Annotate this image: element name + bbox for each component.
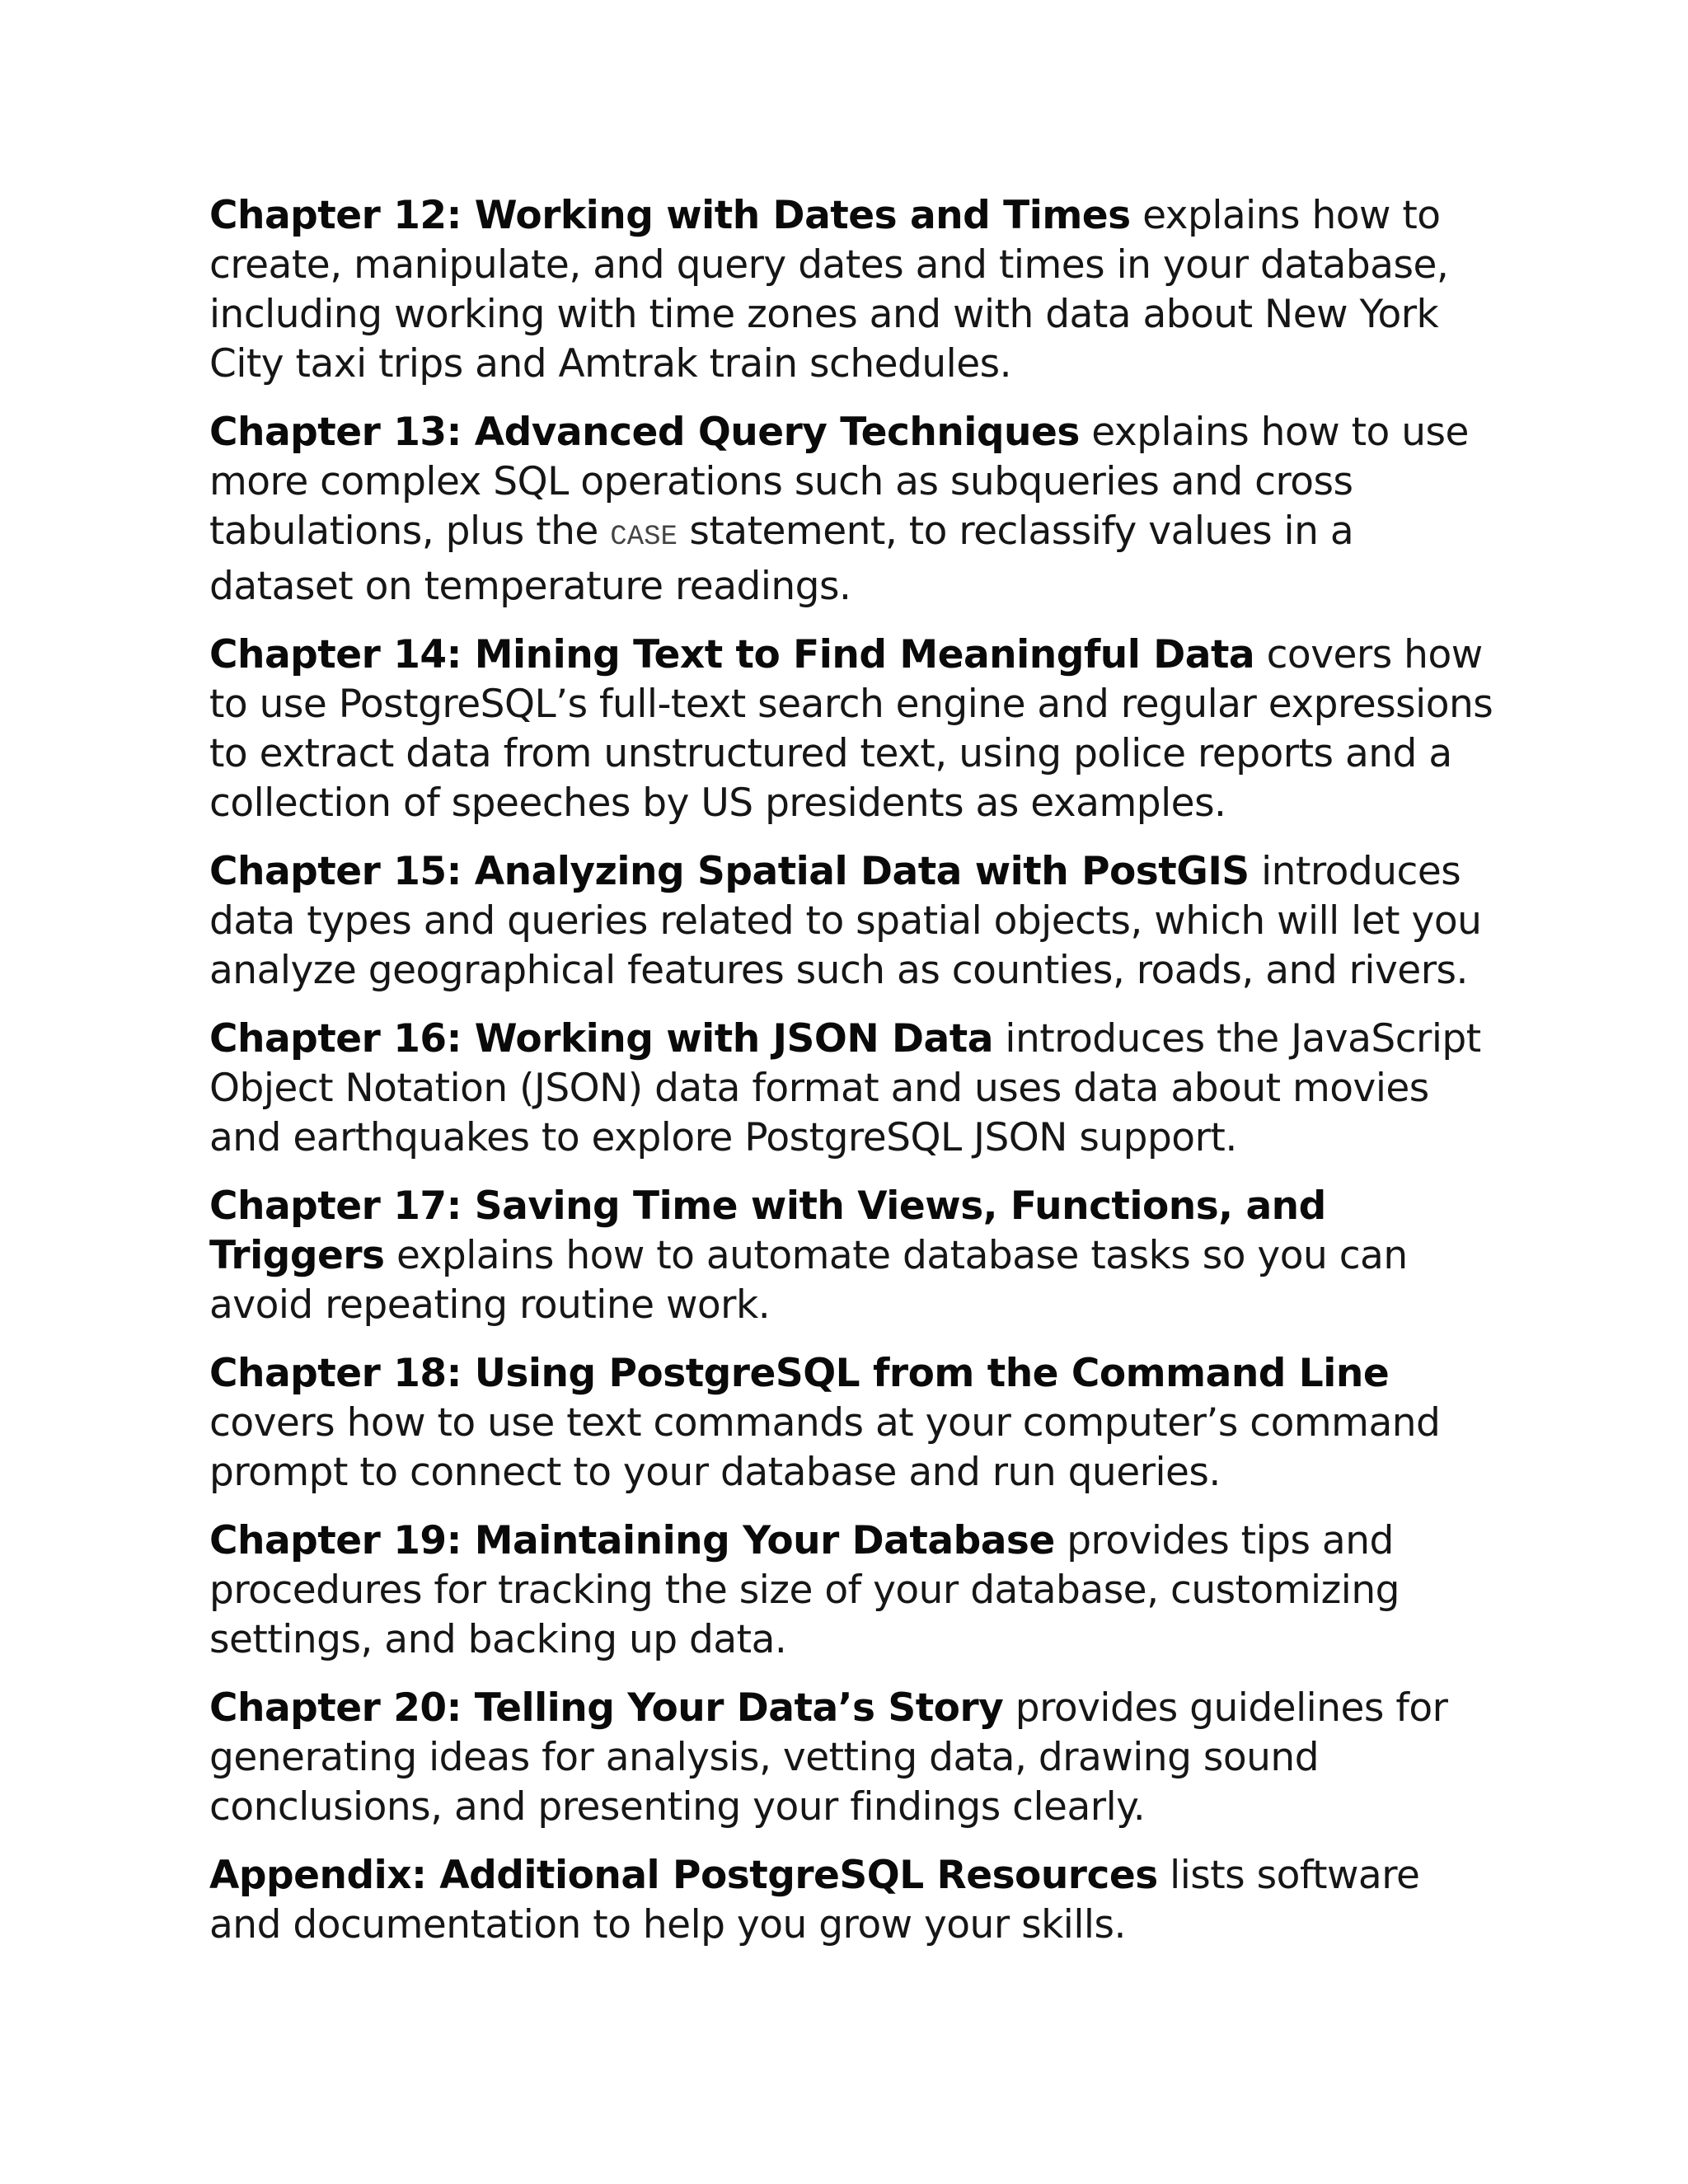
chapter-12-description: explains how to create, manipulate, and query dates and times in your database, including working with time zones and with data about New York City taxi trips and Amtrak train schedules. (209, 193, 1449, 387)
chapter-16-entry (209, 1015, 1495, 1163)
chapter-13-title: Chapter 13: Advanced Query Techniques (209, 410, 1080, 455)
case-code-keyword: CASE (610, 522, 678, 553)
chapter-18-entry (209, 1349, 1495, 1497)
chapter-20-description: provides guidelines for generating ideas for analysis, vetting data, drawing sound conclusions, and presenting your findings clearly. (209, 1685, 1448, 1830)
chapter-13-description-start: explains how to use more complex SQL operations such as subqueries and cross tabulations, plus the (209, 410, 1469, 554)
chapter-20-entry (209, 1684, 1495, 1832)
chapter-13-description-end: statement, to reclassify values in a dataset on temperature readings. (209, 509, 1354, 609)
chapter-17-entry (209, 1182, 1495, 1330)
chapter-15-entry (209, 847, 1495, 996)
chapter-16-description: introduces the JavaScript Object Notation (JSON) data format and uses data about movies and earthquakes to explore PostgreSQL JSON support. (209, 1016, 1481, 1160)
chapter-19-entry (209, 1516, 1495, 1665)
chapter-17-title: Chapter 17: Saving Time with Views, Functions, and Triggers (209, 1183, 1326, 1278)
chapter-18-title: Chapter 18: Using PostgreSQL from the Command Line (209, 1351, 1390, 1396)
chapter-19-title: Chapter 19: Maintaining Your Database (209, 1518, 1055, 1563)
chapter-14-description: covers how to use PostgreSQL’s full-text search engine and regular expressions to extract data from unstructured text, using police reports and a collection of speeches by US presidents as examples. (209, 632, 1493, 826)
appendix-description: lists software and documentation to help you grow your skills. (209, 1853, 1420, 1947)
page-content (209, 191, 1495, 1969)
chapter-18-description: covers how to use text commands at your computer’s command prompt to connect to your database and run queries. (209, 1400, 1441, 1495)
chapter-14-entry (209, 630, 1495, 828)
appendix-title: Appendix: Additional PostgreSQL Resources (209, 1853, 1158, 1898)
chapter-14-title: Chapter 14: Mining Text to Find Meaningful Data (209, 632, 1255, 677)
chapter-20-title: Chapter 20: Telling Your Data’s Story (209, 1685, 1004, 1731)
chapter-13-entry (209, 408, 1495, 612)
appendix-entry (209, 1851, 1495, 1950)
chapter-15-title: Chapter 15: Analyzing Spatial Data with PostGIS (209, 849, 1250, 894)
chapter-12-title: Chapter 12: Working with Dates and Times (209, 193, 1131, 238)
chapter-16-title: Chapter 16: Working with JSON Data (209, 1016, 993, 1062)
chapter-17-description: explains how to automate database tasks so you can avoid repeating routine work. (209, 1233, 1408, 1328)
chapter-12-entry (209, 191, 1495, 389)
chapter-19-description: provides tips and procedures for tracking the size of your database, customizing settings, and backing up data. (209, 1518, 1400, 1662)
chapter-15-description: introduces data types and queries related to spatial objects, which will let you analyze geographical features such as counties, roads, and rivers. (209, 849, 1482, 993)
